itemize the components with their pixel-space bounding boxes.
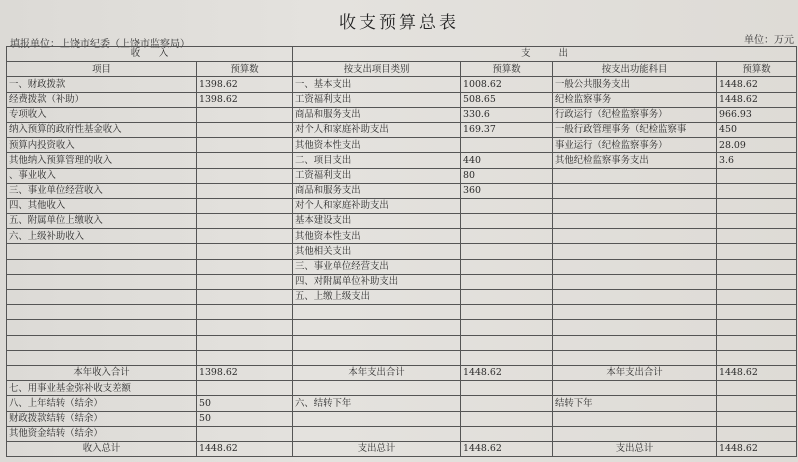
table-row	[7, 138, 797, 153]
category-value	[461, 381, 553, 396]
table-row	[7, 229, 797, 244]
function-budget-header: 预算数	[717, 62, 797, 77]
category-value	[461, 396, 553, 411]
category-header: 按支出项目类别	[293, 62, 461, 77]
function-value	[717, 335, 797, 350]
expense-total-value: 1448.62	[461, 365, 553, 380]
function-item	[553, 183, 717, 198]
function-total-value: 1448.62	[717, 365, 797, 380]
income-item: 五、附属单位上缴收入	[7, 214, 197, 229]
income-value	[197, 198, 293, 213]
income-value	[197, 259, 293, 274]
income-item: 其他资金结转（结余）	[7, 426, 197, 441]
function-value	[717, 183, 797, 198]
table-row	[7, 290, 797, 305]
function-item	[553, 320, 717, 335]
income-budget-header: 预算数	[197, 62, 293, 77]
income-header: 收 入	[7, 47, 293, 62]
expense-grand-value: 1448.62	[461, 441, 553, 456]
income-item	[7, 320, 197, 335]
function-item	[553, 335, 717, 350]
function-value	[717, 244, 797, 259]
income-item	[7, 259, 197, 274]
function-value: 1448.62	[717, 92, 797, 107]
category-item: 四、对附属单位补助支出	[293, 274, 461, 289]
category-value	[461, 244, 553, 259]
income-grand-label: 收入总计	[7, 441, 197, 456]
function-value	[717, 396, 797, 411]
income-item: 六、上级补助收入	[7, 229, 197, 244]
category-item: 工资福利支出	[293, 168, 461, 183]
category-value	[461, 335, 553, 350]
function-item	[553, 350, 717, 365]
category-value	[461, 198, 553, 213]
expense-total-label: 本年支出合计	[293, 365, 461, 380]
income-item: 财政拨款结转（结余）	[7, 411, 197, 426]
table-row	[7, 153, 797, 168]
category-item	[293, 381, 461, 396]
function-value	[717, 411, 797, 426]
income-item	[7, 244, 197, 259]
category-item	[293, 350, 461, 365]
function-value	[717, 168, 797, 183]
header-row-1	[7, 47, 797, 62]
function-item: 事业运行（纪检监察事务）	[553, 138, 717, 153]
category-value: 169.37	[461, 122, 553, 137]
income-item: 预算内投资收入	[7, 138, 197, 153]
expense-grand-label: 支出总计	[293, 441, 461, 456]
income-value	[197, 350, 293, 365]
category-item: 工资福利支出	[293, 92, 461, 107]
income-value	[197, 153, 293, 168]
income-item: 、事业收入	[7, 168, 197, 183]
category-item: 其他相关支出	[293, 244, 461, 259]
income-value	[197, 305, 293, 320]
function-item	[553, 411, 717, 426]
income-item: 纳入预算的政府性基金收入	[7, 122, 197, 137]
item-header: 项目	[7, 62, 197, 77]
function-value	[717, 381, 797, 396]
function-item	[553, 244, 717, 259]
function-value: 1448.62	[717, 77, 797, 92]
function-value	[717, 274, 797, 289]
header-row-2	[7, 62, 797, 77]
function-item	[553, 214, 717, 229]
table-row	[7, 92, 797, 107]
income-total-value: 1398.62	[197, 365, 293, 380]
budget-table	[6, 46, 797, 457]
table-row	[7, 198, 797, 213]
income-value	[197, 168, 293, 183]
category-value	[461, 305, 553, 320]
table-row	[7, 259, 797, 274]
income-value	[197, 122, 293, 137]
function-value	[717, 305, 797, 320]
category-item: 基本建设支出	[293, 214, 461, 229]
income-item: 经费拨款（补助）	[7, 92, 197, 107]
category-value	[461, 320, 553, 335]
category-item: 其他资本性支出	[293, 138, 461, 153]
function-value: 450	[717, 122, 797, 137]
category-value	[461, 426, 553, 441]
function-item: 一般行政管理事务（纪检监察事	[553, 122, 717, 137]
category-item: 商品和服务支出	[293, 107, 461, 122]
table-row	[7, 426, 797, 441]
category-item: 二、项目支出	[293, 153, 461, 168]
function-value	[717, 198, 797, 213]
category-item	[293, 411, 461, 426]
category-item	[293, 426, 461, 441]
category-item: 五、上缴上级支出	[293, 290, 461, 305]
category-item: 对个人和家庭补助支出	[293, 122, 461, 137]
income-value	[197, 183, 293, 198]
category-value	[461, 274, 553, 289]
function-item	[553, 305, 717, 320]
table-row	[7, 244, 797, 259]
function-value	[717, 214, 797, 229]
function-item	[553, 259, 717, 274]
category-value: 360	[461, 183, 553, 198]
income-value	[197, 335, 293, 350]
function-item: 纪检监察事务	[553, 92, 717, 107]
category-item: 一、基本支出	[293, 77, 461, 92]
income-value: 50	[197, 396, 293, 411]
table-row	[7, 305, 797, 320]
function-total-label: 本年支出合计	[553, 365, 717, 380]
function-value: 966.93	[717, 107, 797, 122]
income-item	[7, 305, 197, 320]
table-row	[7, 168, 797, 183]
category-value	[461, 350, 553, 365]
function-value	[717, 290, 797, 305]
function-header: 按支出功能科目	[553, 62, 717, 77]
category-value: 508.65	[461, 92, 553, 107]
table-row	[7, 183, 797, 198]
income-item: 其他纳入预算管理的收入	[7, 153, 197, 168]
function-item	[553, 274, 717, 289]
function-value	[717, 350, 797, 365]
category-value	[461, 259, 553, 274]
function-item	[553, 168, 717, 183]
currency-unit: 单位：万元	[744, 35, 794, 46]
category-item: 商品和服务支出	[293, 183, 461, 198]
function-grand-label: 支出总计	[553, 441, 717, 456]
category-value: 80	[461, 168, 553, 183]
table-row	[7, 320, 797, 335]
function-item	[553, 198, 717, 213]
table-row	[7, 274, 797, 289]
income-value	[197, 138, 293, 153]
category-value	[461, 214, 553, 229]
income-value	[197, 381, 293, 396]
function-item: 其他纪检监察事务支出	[553, 153, 717, 168]
category-item: 三、事业单位经营支出	[293, 259, 461, 274]
function-item: 结转下年	[553, 396, 717, 411]
function-grand-value: 1448.62	[717, 441, 797, 456]
income-grand-value: 1448.62	[197, 441, 293, 456]
totals-row	[7, 365, 797, 380]
category-item	[293, 320, 461, 335]
table-row	[7, 381, 797, 396]
income-value: 1398.62	[197, 92, 293, 107]
table-row	[7, 77, 797, 92]
income-item: 七、用事业基金弥补收支差额	[7, 381, 197, 396]
income-item	[7, 350, 197, 365]
income-item: 一、财政拨款	[7, 77, 197, 92]
function-item: 一般公共服务支出	[553, 77, 717, 92]
table-row	[7, 214, 797, 229]
page-title: 收支预算总表	[339, 13, 459, 33]
function-value	[717, 426, 797, 441]
income-value	[197, 426, 293, 441]
category-item: 其他资本性支出	[293, 229, 461, 244]
category-item: 六、结转下年	[293, 396, 461, 411]
function-value	[717, 259, 797, 274]
table-row	[7, 335, 797, 350]
category-item	[293, 305, 461, 320]
income-value	[197, 214, 293, 229]
function-value: 28.09	[717, 138, 797, 153]
income-value	[197, 290, 293, 305]
function-item	[553, 229, 717, 244]
income-value: 50	[197, 411, 293, 426]
function-value	[717, 320, 797, 335]
category-budget-header: 预算数	[461, 62, 553, 77]
income-value	[197, 274, 293, 289]
income-value	[197, 229, 293, 244]
table-row	[7, 411, 797, 426]
income-value: 1398.62	[197, 77, 293, 92]
function-item	[553, 381, 717, 396]
category-item	[293, 335, 461, 350]
income-item: 专项收入	[7, 107, 197, 122]
category-value	[461, 411, 553, 426]
income-value	[197, 244, 293, 259]
income-item: 四、其他收入	[7, 198, 197, 213]
expense-header: 支 出	[293, 47, 797, 62]
income-item	[7, 290, 197, 305]
function-value: 3.6	[717, 153, 797, 168]
category-item: 对个人和家庭补助支出	[293, 198, 461, 213]
category-value: 330.6	[461, 107, 553, 122]
income-value	[197, 320, 293, 335]
grand-total-row	[7, 441, 797, 456]
table-row	[7, 396, 797, 411]
income-item: 三、事业单位经营收入	[7, 183, 197, 198]
function-item	[553, 426, 717, 441]
category-value: 440	[461, 153, 553, 168]
function-item	[553, 290, 717, 305]
category-value	[461, 290, 553, 305]
table-row	[7, 107, 797, 122]
income-item	[7, 274, 197, 289]
income-total-label: 本年收入合计	[7, 365, 197, 380]
income-value	[197, 107, 293, 122]
category-value	[461, 229, 553, 244]
table-row	[7, 350, 797, 365]
category-value	[461, 138, 553, 153]
income-item	[7, 335, 197, 350]
filing-unit: 填报单位：上饶市纪委（上饶市监察局）	[10, 39, 190, 50]
category-value: 1008.62	[461, 77, 553, 92]
income-item: 八、上年结转（结余）	[7, 396, 197, 411]
function-value	[717, 229, 797, 244]
table-row	[7, 122, 797, 137]
function-item: 行政运行（纪检监察事务）	[553, 107, 717, 122]
